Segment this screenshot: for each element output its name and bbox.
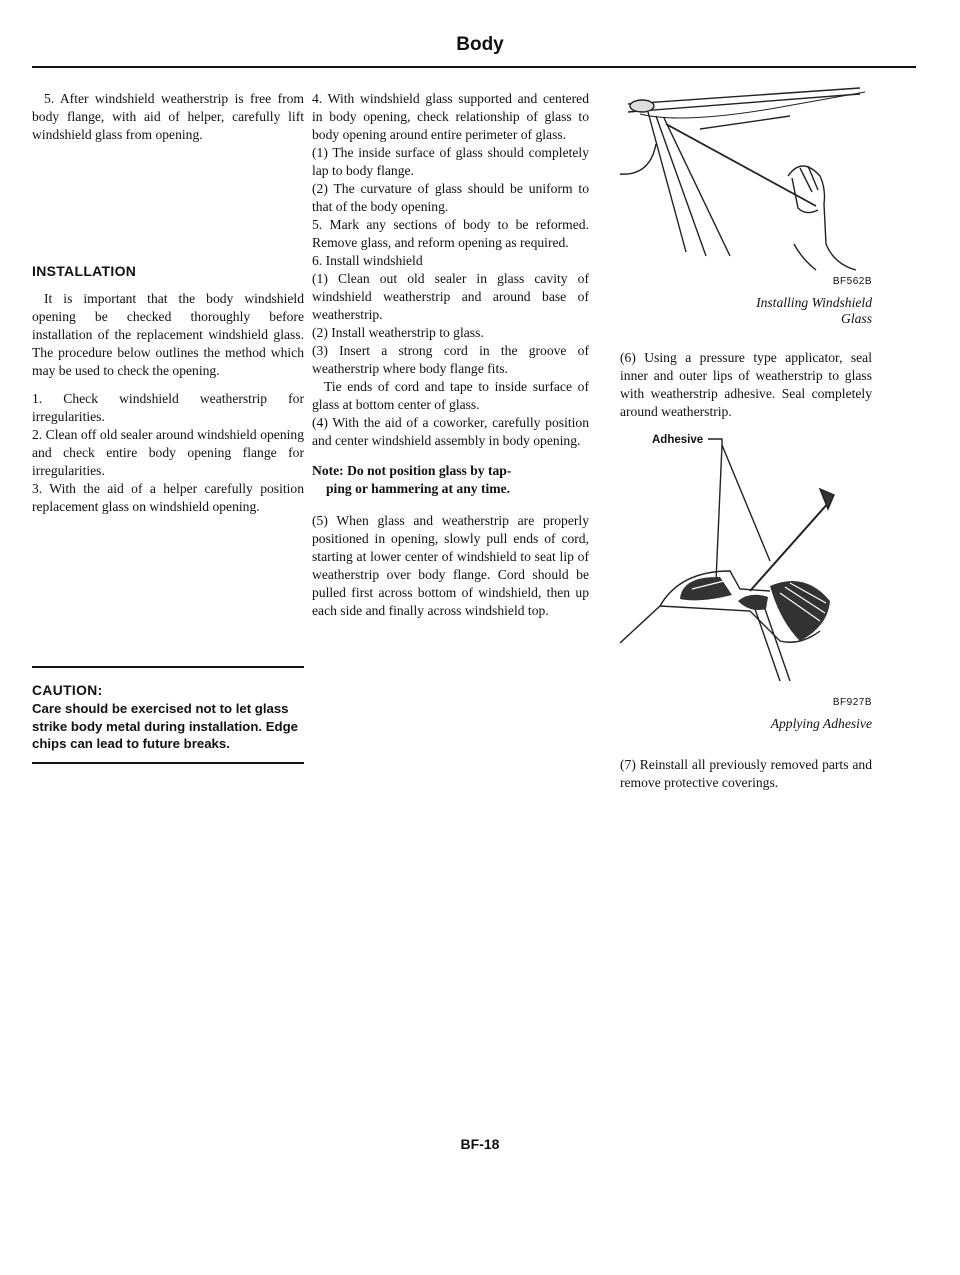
adhesive-application-illustration — [620, 431, 872, 691]
install-step-2: 2. Clean off old sealer around windshield opening and check entire body opening flange for irregularities. — [32, 427, 304, 478]
step-4-sub-1: (1) The inside surface of glass should completely lap to body flange. — [312, 145, 589, 178]
step-4-text: 4. With windshield glass supported and centered in body opening, check relationship of glass to body opening around entire perimeter of glass. — [312, 91, 589, 142]
install-step-1: 1. Check windshield weatherstrip for irregularities. — [32, 391, 304, 424]
step-4-sub-2: (2) The curvature of glass should be uniform to that of the body opening. — [312, 181, 589, 214]
figure-applying-adhesive — [620, 431, 872, 732]
step-6-sub-3: (3) Insert a strong cord in the groove of weatherstrip where body flange fits. — [312, 343, 589, 376]
figure-1-code: BF562B — [832, 276, 872, 287]
middle-column — [312, 90, 589, 620]
step-6-sub-7: (7) Reinstall all previously removed parts and remove protective coverings. — [620, 757, 872, 790]
step-5-mark-text: 5. Mark any sections of body to be reformed. Remove glass, and reform opening as required. — [312, 217, 589, 250]
left-column — [32, 90, 304, 516]
page-header-title: Body — [456, 34, 504, 55]
figure-1-caption-line-2: Glass — [841, 311, 872, 326]
step-6-sub-1: (1) Clean out old sealer in glass cavity of windshield weatherstrip and around base of weatherstrip. — [312, 271, 589, 322]
windshield-installation-illustration — [620, 84, 872, 274]
header-rule — [32, 66, 916, 68]
note-line-1: Note: Do not position glass by tap- — [312, 463, 512, 478]
install-step-3: 3. With the aid of a helper carefully position replacement glass on windshield opening. — [32, 481, 304, 514]
page-number: BF-18 — [460, 1136, 500, 1152]
caution-title: CAUTION: — [32, 683, 103, 698]
note — [312, 462, 589, 498]
note-line-2: ping or hammering at any time. — [326, 481, 511, 496]
step-5-text: 5. After windshield weatherstrip is free from body flange, with aid of helper, carefully lift windshield glass from opening. — [32, 91, 304, 142]
figure-2-code: BF927B — [832, 697, 872, 708]
step-6-sub-2: (2) Install weatherstrip to glass. — [312, 325, 484, 340]
step-6-text: 6. Install windshield — [312, 253, 423, 268]
installation-intro: It is important that the body windshield opening be checked thoroughly before installation of the replacement windshield glass. The procedure below outlines the method which may be used to check the opening. — [32, 291, 304, 378]
step-6-sub-5: (5) When glass and weatherstrip are properly positioned in opening, slowly pull ends of cord, starting at lower center of windshield to seat lip of weatherstrip over body flange. Cord should be pulled first across bottom of windshield, then up each side and finally across windshield top. — [312, 513, 589, 618]
figure-installing-windshield — [620, 84, 872, 327]
step-6-sub-4: (4) With the aid of a coworker, carefully position and center windshield assembly in body opening. — [312, 415, 589, 448]
step-6-sub-6: (6) Using a pressure type applicator, seal inner and outer lips of weatherstrip to glass with weatherstrip adhesive. Seal completely around weatherstrip. — [620, 350, 872, 419]
installation-heading: INSTALLATION — [32, 263, 137, 279]
caution-body: Care should be exercised not to let glass strike body metal during installation. Edge chips can lead to future breaks. — [32, 701, 298, 751]
figure-2-caption: Applying Adhesive — [770, 716, 872, 731]
figure-1-caption-line-1: Installing Windshield — [756, 295, 872, 310]
right-column — [620, 84, 872, 792]
step-6-sub-3-cont: Tie ends of cord and tape to inside surface of glass at bottom center of glass. — [312, 379, 589, 412]
caution-top-rule — [32, 666, 304, 668]
caution-bottom-rule — [32, 762, 304, 764]
caution-box — [32, 666, 304, 764]
figure-2-adhesive-label: Adhesive — [652, 434, 704, 446]
